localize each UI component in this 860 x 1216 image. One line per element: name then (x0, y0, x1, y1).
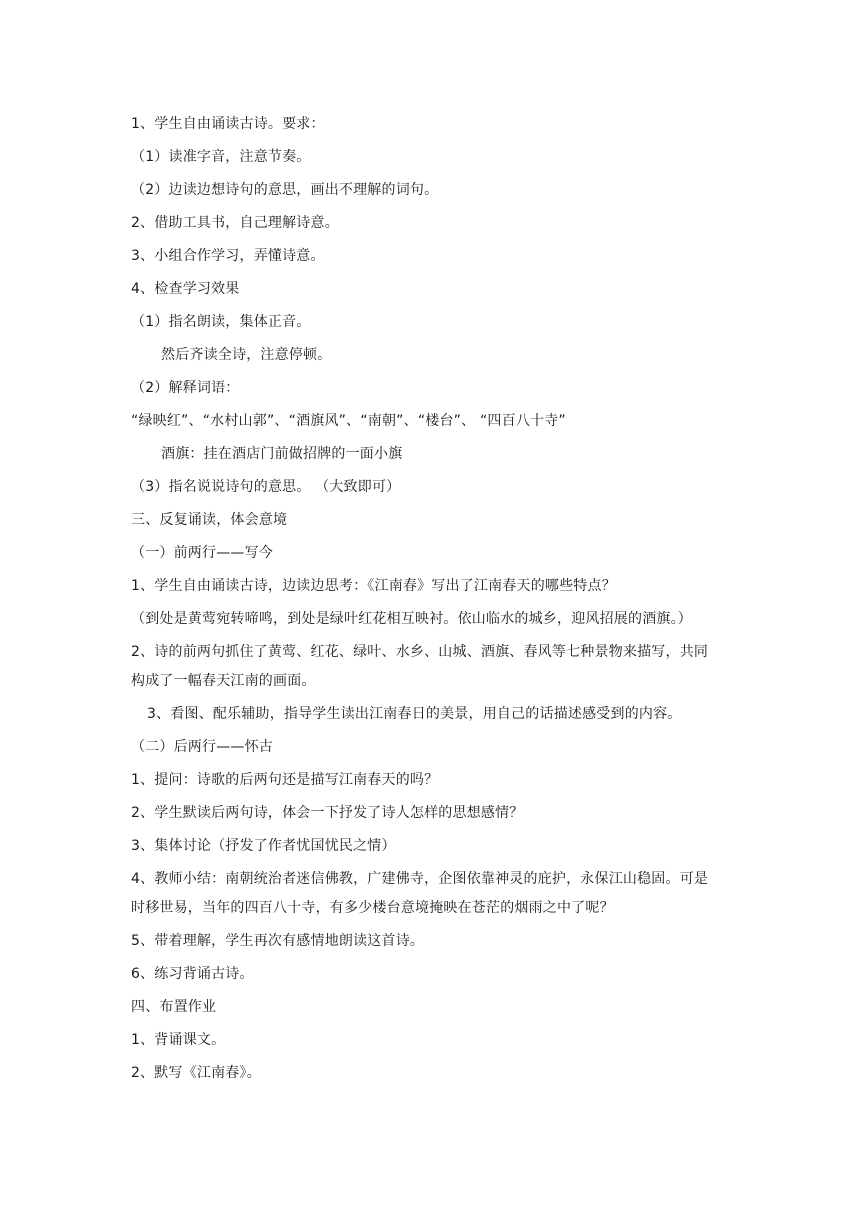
text-line: 3、集体讨论（抒发了作者忧国忧民之情） (131, 838, 396, 854)
text-line: （1）读准字音，注意节奏。 (131, 149, 311, 165)
text-line: 然后齐读全诗，注意停顿。 (161, 347, 332, 363)
text-line: 5、带着理解，学生再次有感情地朗读这首诗。 (131, 933, 425, 949)
text-line: 1、学生自由诵读古诗，边读边思考：《江南春》写出了江南春天的哪些特点？ (131, 578, 616, 594)
text-line: 1、学生自由诵读古诗。要求： (131, 116, 325, 132)
text-line: （3）指名说说诗句的意思。 （大致即可） (131, 479, 401, 495)
subsection-heading: （一）前两行——写今 (131, 545, 273, 561)
section-heading: 四、布置作业 (131, 999, 217, 1015)
text-line: 6、练习背诵古诗。 (131, 966, 254, 982)
text-line: （1）指名朗读，集体正音。 (131, 314, 311, 330)
text-line: 1、背诵课文。 (131, 1032, 226, 1048)
text-line: 1、提问：诗歌的后两句还是描写江南春天的吗？ (131, 772, 439, 788)
text-line: 3、看图、配乐辅助，指导学生读出江南春日的美景，用自己的话描述感受到的内容。 (147, 706, 682, 722)
text-line: 酒旗：挂在酒店门前做招牌的一面小旗 (161, 446, 403, 462)
text-line: “绿映红”、“水村山郭”、“酒旗风”、“南朝”、“楼台”、 “四百八十寺” (131, 413, 566, 429)
text-line: 2、学生默读后两句诗，体会一下抒发了诗人怎样的思想感情？ (131, 805, 524, 821)
text-line: 构成了一幅春天江南的画面。 (131, 673, 316, 689)
text-line: 4、检查学习效果 (131, 281, 240, 297)
text-line: 2、借助工具书，自己理解诗意。 (131, 215, 339, 231)
text-line: 3、小组合作学习，弄懂诗意。 (131, 248, 325, 264)
subsection-heading: （二）后两行——怀古 (131, 739, 273, 755)
document-body (131, 116, 751, 1098)
section-heading: 三、反复诵读，体会意境 (131, 512, 288, 528)
text-line: 2、默写《江南春》。 (131, 1065, 261, 1081)
text-line: 2、诗的前两句抓住了黄莺、红花、绿叶、水乡、山城、酒旗、春风等七种景物来描写，共同 (131, 644, 709, 660)
text-line: （2）边读边想诗句的意思，画出不理解的词句。 (131, 182, 439, 198)
text-line: （到处是黄莺宛转啼鸣，到处是绿叶红花相互映衬。依山临水的城乡，迎风招展的酒旗。） (131, 611, 692, 627)
text-line: 4、教师小结：南朝统治者迷信佛教，广建佛寺，企图依靠神灵的庇护，永保江山稳固。可是 (131, 871, 709, 887)
text-line: 时移世易，当年的四百八十寺，有多少楼台意境掩映在苍茫的烟雨之中了呢？ (131, 900, 614, 916)
text-line: （2）解释词语： (131, 380, 240, 396)
